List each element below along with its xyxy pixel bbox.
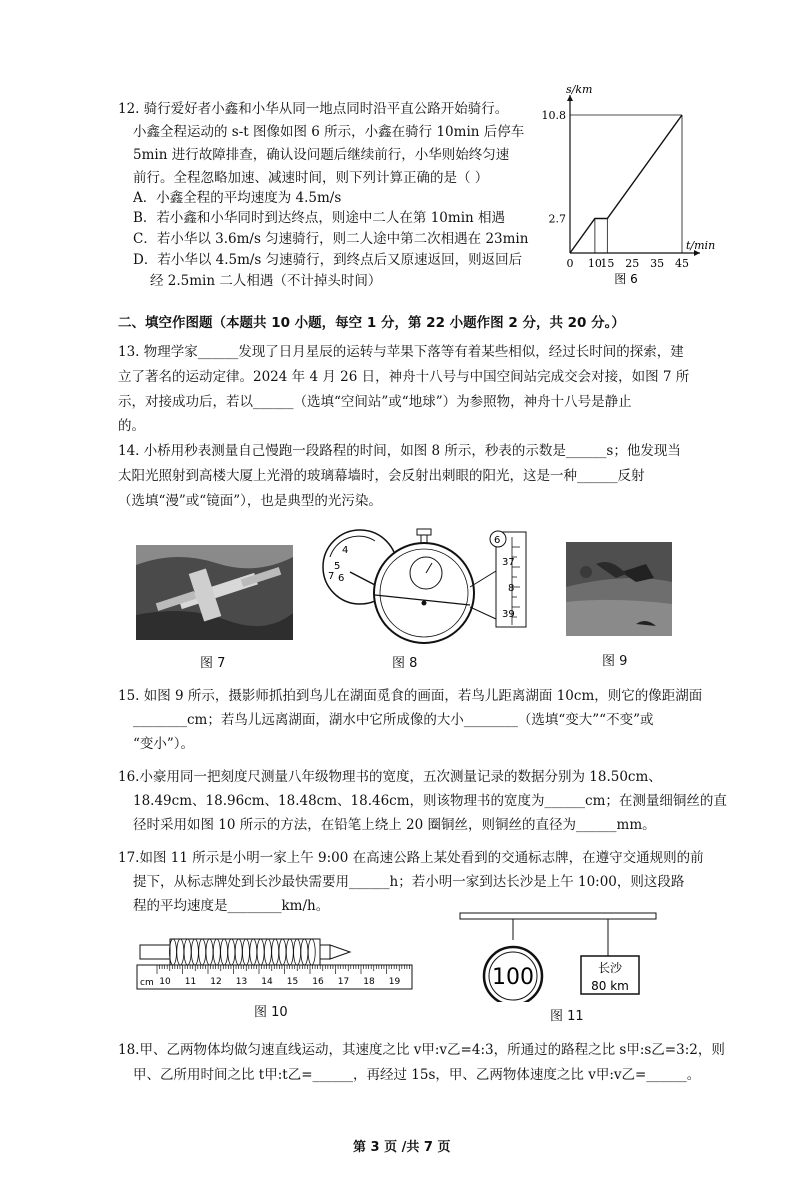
figure-11-caption: 图 11 xyxy=(550,1009,584,1024)
q16-line-2: 18.49cm、18.96cm、18.48cm、18.46cm，则该物理书的宽度为______cm；在测量细铜丝的直 xyxy=(133,793,727,809)
q14-line-3: （选填“漫”或“镜面”），也是典型的光污染。 xyxy=(118,493,382,509)
figure-7-caption: 图 7 xyxy=(200,656,226,671)
q17-line-3: 程的平均速度是________km/h。 xyxy=(133,898,330,914)
q13-line-1: 13. 物理学家______发现了日月星辰的运转与苹果下落等有着某些相似，经过长时间的探索，建 xyxy=(118,344,684,360)
q12-line-3: 5min 进行故障排查，确认设问题后继续前行，小华则始终匀速 xyxy=(133,147,510,163)
figure-9-bird-photo xyxy=(566,542,672,636)
q14-line-2: 太阳光照射到高楼大厦上光滑的玻璃幕墙时，会反射出刺眼的阳光，这是一种______反射 xyxy=(118,468,645,484)
y-axis-label: s/km xyxy=(566,85,593,96)
small-tick-7: 7 xyxy=(328,571,335,582)
q18-line-1: 18.甲、乙两物体均做匀速直线运动，其速度之比 v甲:v乙=4:3，所通过的路程之比 s甲:s乙=3:2，则 xyxy=(118,1042,725,1058)
stopwatch-body xyxy=(374,543,474,643)
x-tick-label: 10 xyxy=(587,257,602,270)
small-tick-4: 4 xyxy=(342,545,349,556)
q13-line-3: 示，对接成功后，若以______（选填“空间站”或“地球”）为参照物，神舟十八号是静止 xyxy=(118,394,632,410)
page-footer: 第 3 页 /共 7 页 xyxy=(353,1140,451,1155)
figure-10-caption: 图 10 xyxy=(254,1005,288,1020)
q15-line-3: “变小”）。 xyxy=(133,736,195,752)
pencil-end xyxy=(140,945,170,959)
q17-line-1: 17.如图 11 所示是小明一家上午 9:00 在高速公路上某处看到的交通标志牌，在遵守交通规则的前 xyxy=(118,850,704,866)
big-tick-39: 39 xyxy=(502,609,515,620)
big-tick-8: 8 xyxy=(508,583,515,594)
x-tick-label: 0 xyxy=(566,257,574,270)
small-tick-5: 5 xyxy=(334,561,341,572)
ruler-label: 18 xyxy=(363,977,375,987)
y-tick-label: 10.8 xyxy=(541,109,566,122)
q12-line-1: 12. 骑行爱好者小鑫和小华从同一地点同时沿平直公路开始骑行。 xyxy=(118,101,509,117)
x-axis-label: t/min xyxy=(686,239,716,252)
big-tick-6: 6 xyxy=(494,535,501,546)
spacecraft-illustration xyxy=(136,545,293,640)
q15-line-2: ________cm；若鸟儿远离湖面，湖水中它所成像的大小________（选填“变大”“不变”或 xyxy=(133,712,654,728)
q12-option-d: D．若小华以 4.5m/s 匀速骑行，到终点后又原速返回，则返回后 xyxy=(133,252,523,268)
ruler-label: 12 xyxy=(210,977,222,987)
x-tick-label: 45 xyxy=(675,257,689,270)
figure-8-stopwatch xyxy=(320,527,535,647)
q13-line-2: 立了著名的运动定律。2024 年 4 月 26 日，神舟十八号与中国空间站完成交会对接，如图 7 所 xyxy=(118,369,690,385)
ruler-label: 19 xyxy=(388,977,401,987)
q12-option-a: A．小鑫全程的平均速度为 4.5m/s xyxy=(133,190,342,206)
pencil-tip xyxy=(330,945,350,959)
q18-line-2: 甲、乙所用时间之比 t甲:t乙=______，再经过 15s，甲、乙两物体速度之比 v甲:v乙=______。 xyxy=(133,1067,701,1083)
q15-line-1: 15. 如图 9 所示，摄影师抓拍到鸟儿在湖面觅食的画面，若鸟儿距离湖面 10cm，则它的像距湖面 xyxy=(118,688,703,704)
y-tick-label: 2.7 xyxy=(548,212,566,226)
distance-sign-value: 80 km xyxy=(591,979,629,993)
q12-line-2: 小鑫全程运动的 s-t 图像如图 6 所示，小鑫在骑行 10min 后停车 xyxy=(133,124,525,140)
q12-line-4: 前行。全程忽略加速、减速时间，则下列计算正确的是（ ） xyxy=(133,170,489,186)
ruler-label: 14 xyxy=(261,977,273,987)
ruler-label: 17 xyxy=(337,977,350,987)
x-tick-label: 35 xyxy=(650,257,665,270)
st-line xyxy=(570,115,682,253)
figure-8-caption: 图 8 xyxy=(392,656,418,671)
ruler-unit: cm xyxy=(140,978,154,988)
section-2-heading: 二、填空作图题（本题共 10 小题，每空 1 分，第 22 小题作图 2 分，共 20 分。） xyxy=(118,315,625,331)
x-tick-label: 25 xyxy=(625,257,640,270)
ruler-label: 16 xyxy=(312,977,324,987)
bird-illustration xyxy=(566,542,672,636)
q16-line-1: 16.小豪用同一把刻度尺测量八年级物理书的宽度，五次测量记录的数据分别为 18.50cm、 xyxy=(118,769,662,785)
q13-line-4: 的。 xyxy=(118,418,145,434)
x-tick-label: 15 xyxy=(600,257,615,270)
q17-line-2: 提下，从标志牌处到长沙最快需要用______h；若小明一家到达长沙是上午 10:00，则这段路 xyxy=(133,874,685,890)
ruler-label: 11 xyxy=(184,977,197,987)
q12-option-b: B．若小鑫和小华同时到达终点，则途中二人在第 10min 相遇 xyxy=(133,210,505,226)
big-tick-37: 37 xyxy=(502,557,515,568)
figure-11-traffic-sign xyxy=(458,910,658,1002)
figure-7-docking-photo xyxy=(136,545,293,640)
small-tick-6: 6 xyxy=(338,573,345,584)
q16-line-3: 径时采用如图 10 所示的方法，在铅笔上绕上 20 圈铜丝，则铜丝的直径为______mm。 xyxy=(133,817,656,833)
figure-6-st-chart xyxy=(535,85,725,290)
q14-line-1: 14. 小桥用秒表测量自己慢跑一段路程的时间，如图 8 所示，秒表的示数是______s；他发现当 xyxy=(118,443,681,459)
q12-option-c: C．若小华以 3.6m/s 匀速骑行，则二人途中第二次相遇在 23min xyxy=(133,231,529,247)
ruler-label: 15 xyxy=(286,977,299,987)
figure-9-caption: 图 9 xyxy=(602,654,628,669)
ruler-label: 13 xyxy=(235,977,248,987)
q12-option-d-cont: 经 2.5min 二人相遇（不计掉头时间） xyxy=(150,273,382,289)
figure-10-ruler xyxy=(135,925,415,995)
ruler-label: 10 xyxy=(159,977,171,987)
figure-6-caption: 图 6 xyxy=(614,272,638,286)
speed-limit-value: 100 xyxy=(492,965,534,990)
sign-bar xyxy=(460,913,656,919)
distance-sign-destination: 长沙 xyxy=(597,961,623,975)
